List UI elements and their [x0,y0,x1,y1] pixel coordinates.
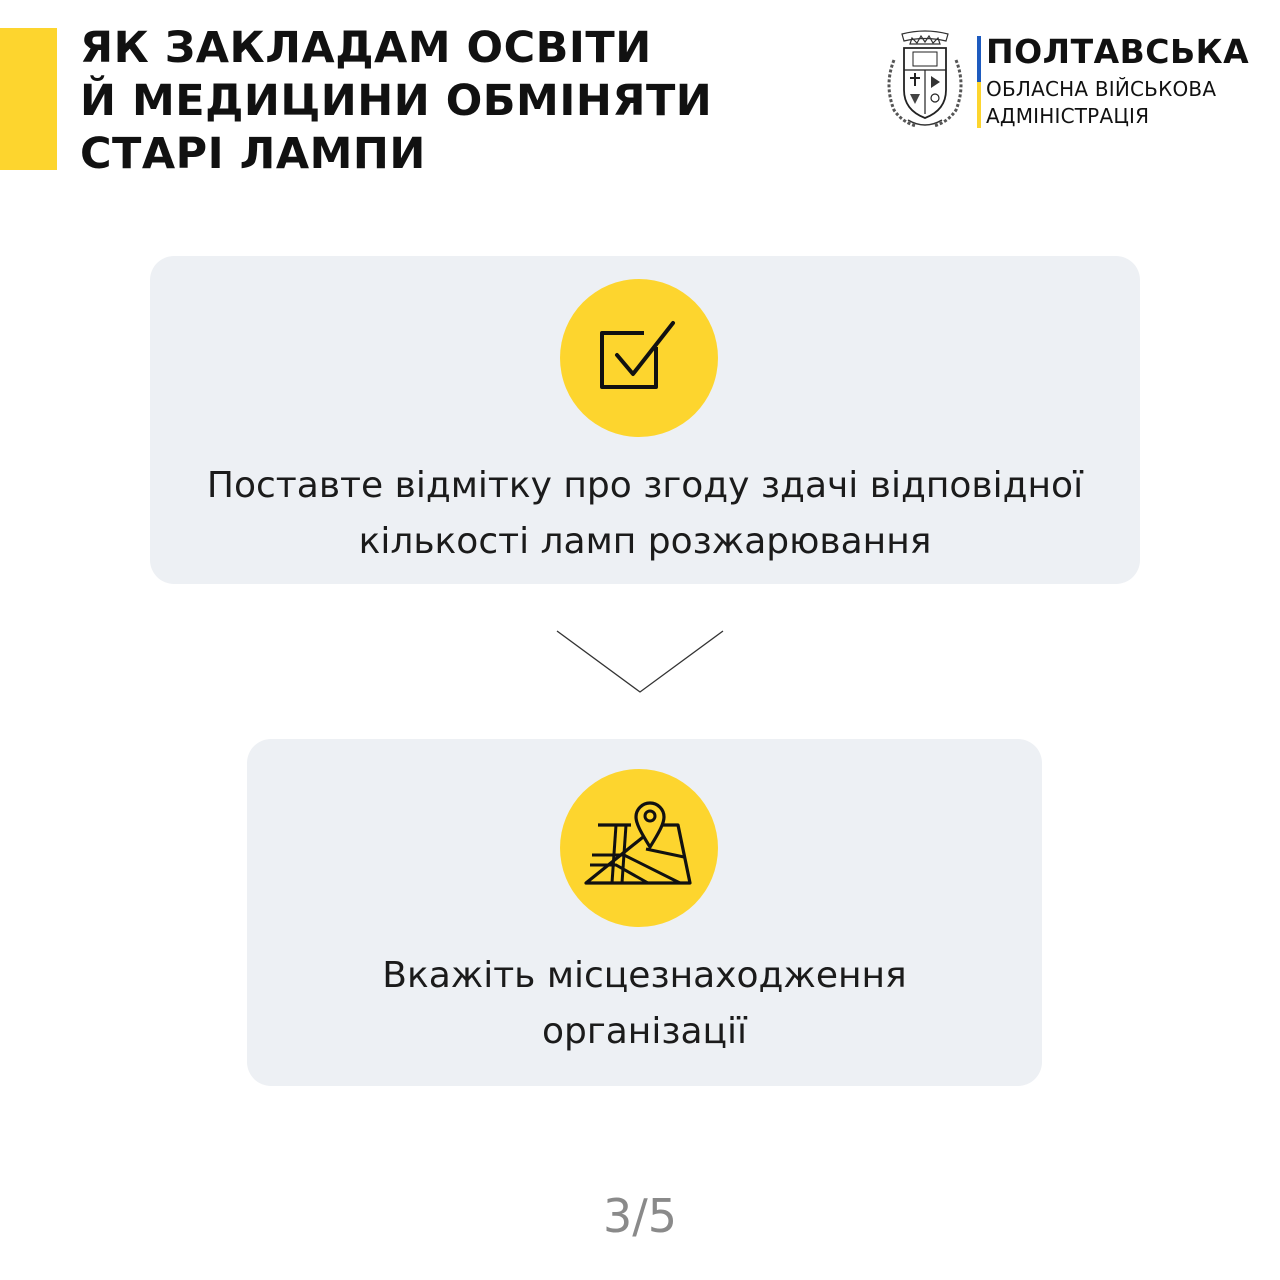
step-card-2 [247,739,1042,1086]
administration-logo [880,30,1260,140]
logo-divider-yellow [977,82,981,128]
step-1-icon-circle [560,279,718,437]
step-card-1 [150,256,1140,584]
title-line-3: СТАРІ ЛАМПИ [80,129,426,179]
logo-subtitle-line-2: АДМІНІСТРАЦІЯ [986,104,1150,128]
step-2-text [247,948,1042,1060]
step-1-text-line-1: Поставте відмітку про згоду здачі відповідної [206,465,1084,506]
chevron-down-icon [556,630,724,694]
step-1-text [150,458,1140,570]
accent-bar [0,28,57,170]
step-2-text-line-1: Вкажіть місцезнаходження [382,955,907,996]
page-counter: 3/5 [602,1189,678,1243]
map-pin-icon [560,769,718,927]
step-1-text-line-2: кількості ламп розжарювання [358,521,932,562]
logo-divider-blue [977,36,981,82]
coat-of-arms-icon [880,30,970,132]
checkbox-icon [560,279,718,437]
logo-name: ПОЛТАВСЬКА [986,32,1250,71]
step-2-icon-circle [560,769,718,927]
page-title [80,22,780,181]
step-2-text-line-2: організації [541,1011,748,1052]
title-line-2: Й МЕДИЦИНИ ОБМІНЯТИ [80,76,713,126]
title-line-1: ЯК ЗАКЛАДАМ ОСВІТИ [80,23,652,73]
logo-subtitle-line-1: ОБЛАСНА ВІЙСЬКОВА [986,77,1217,101]
